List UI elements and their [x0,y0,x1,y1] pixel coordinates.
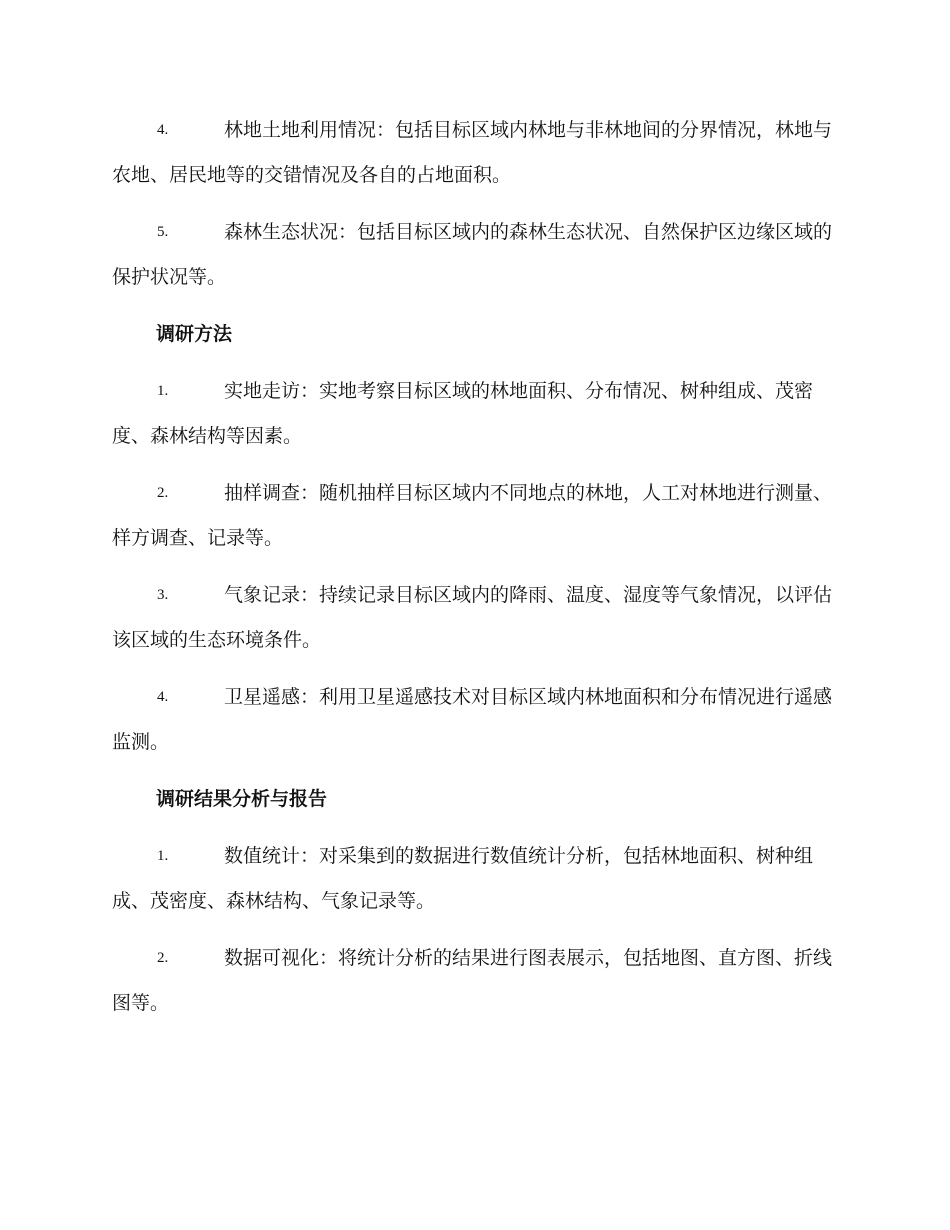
list-item-text: 实地走访：实地考察目标区域的林地面积、分布情况、树种组成、茂密度、森林结构等因素。 [112,380,814,447]
list-item-text: 森林生态状况：包括目标区域内的森林生态状况、自然保护区边缘区域的保护状况等。 [112,221,833,288]
list-item [112,573,842,663]
list-item-text: 林地土地利用情况：包括目标区域内林地与非林地间的分界情况，林地与农地、居民地等的交错情况及各自的占地面积。 [112,119,833,186]
section-heading-analysis: 调研结果分析与报告 [156,788,328,810]
list-item [112,834,842,924]
list-item [112,675,842,765]
section-heading-methods: 调研方法 [156,323,233,345]
list-item-text: 卫星遥感：利用卫星遥感技术对目标区域内林地面积和分布情况进行遥感监测。 [112,686,833,753]
list-item-number: 5. [157,224,169,240]
list-item-text: 气象记录：持续记录目标区域内的降雨、温度、湿度等气象情况，以评估该区域的生态环境条件。 [112,584,833,651]
list-item-number: 1. [157,848,169,864]
list-item-text: 数据可视化：将统计分析的结果进行图表展示，包括地图、直方图、折线图等。 [112,947,833,1014]
list-item [112,108,842,198]
document-body [112,108,842,1038]
list-item-number: 4. [157,689,169,705]
list-item-text: 数值统计：对采集到的数据进行数值统计分析，包括林地面积、树种组成、茂密度、森林结构、气象记录等。 [112,845,814,912]
list-item-number: 2. [157,950,169,966]
list-item [112,210,842,300]
list-item-number: 2. [157,485,169,501]
list-item [112,936,842,1026]
list-item [112,369,842,459]
list-item-number: 4. [157,122,169,138]
list-item-number: 1. [157,383,169,399]
list-item-text: 抽样调查：随机抽样目标区域内不同地点的林地，人工对林地进行测量、样方调查、记录等。 [112,482,833,549]
list-item-number: 3. [157,587,169,603]
list-item [112,471,842,561]
